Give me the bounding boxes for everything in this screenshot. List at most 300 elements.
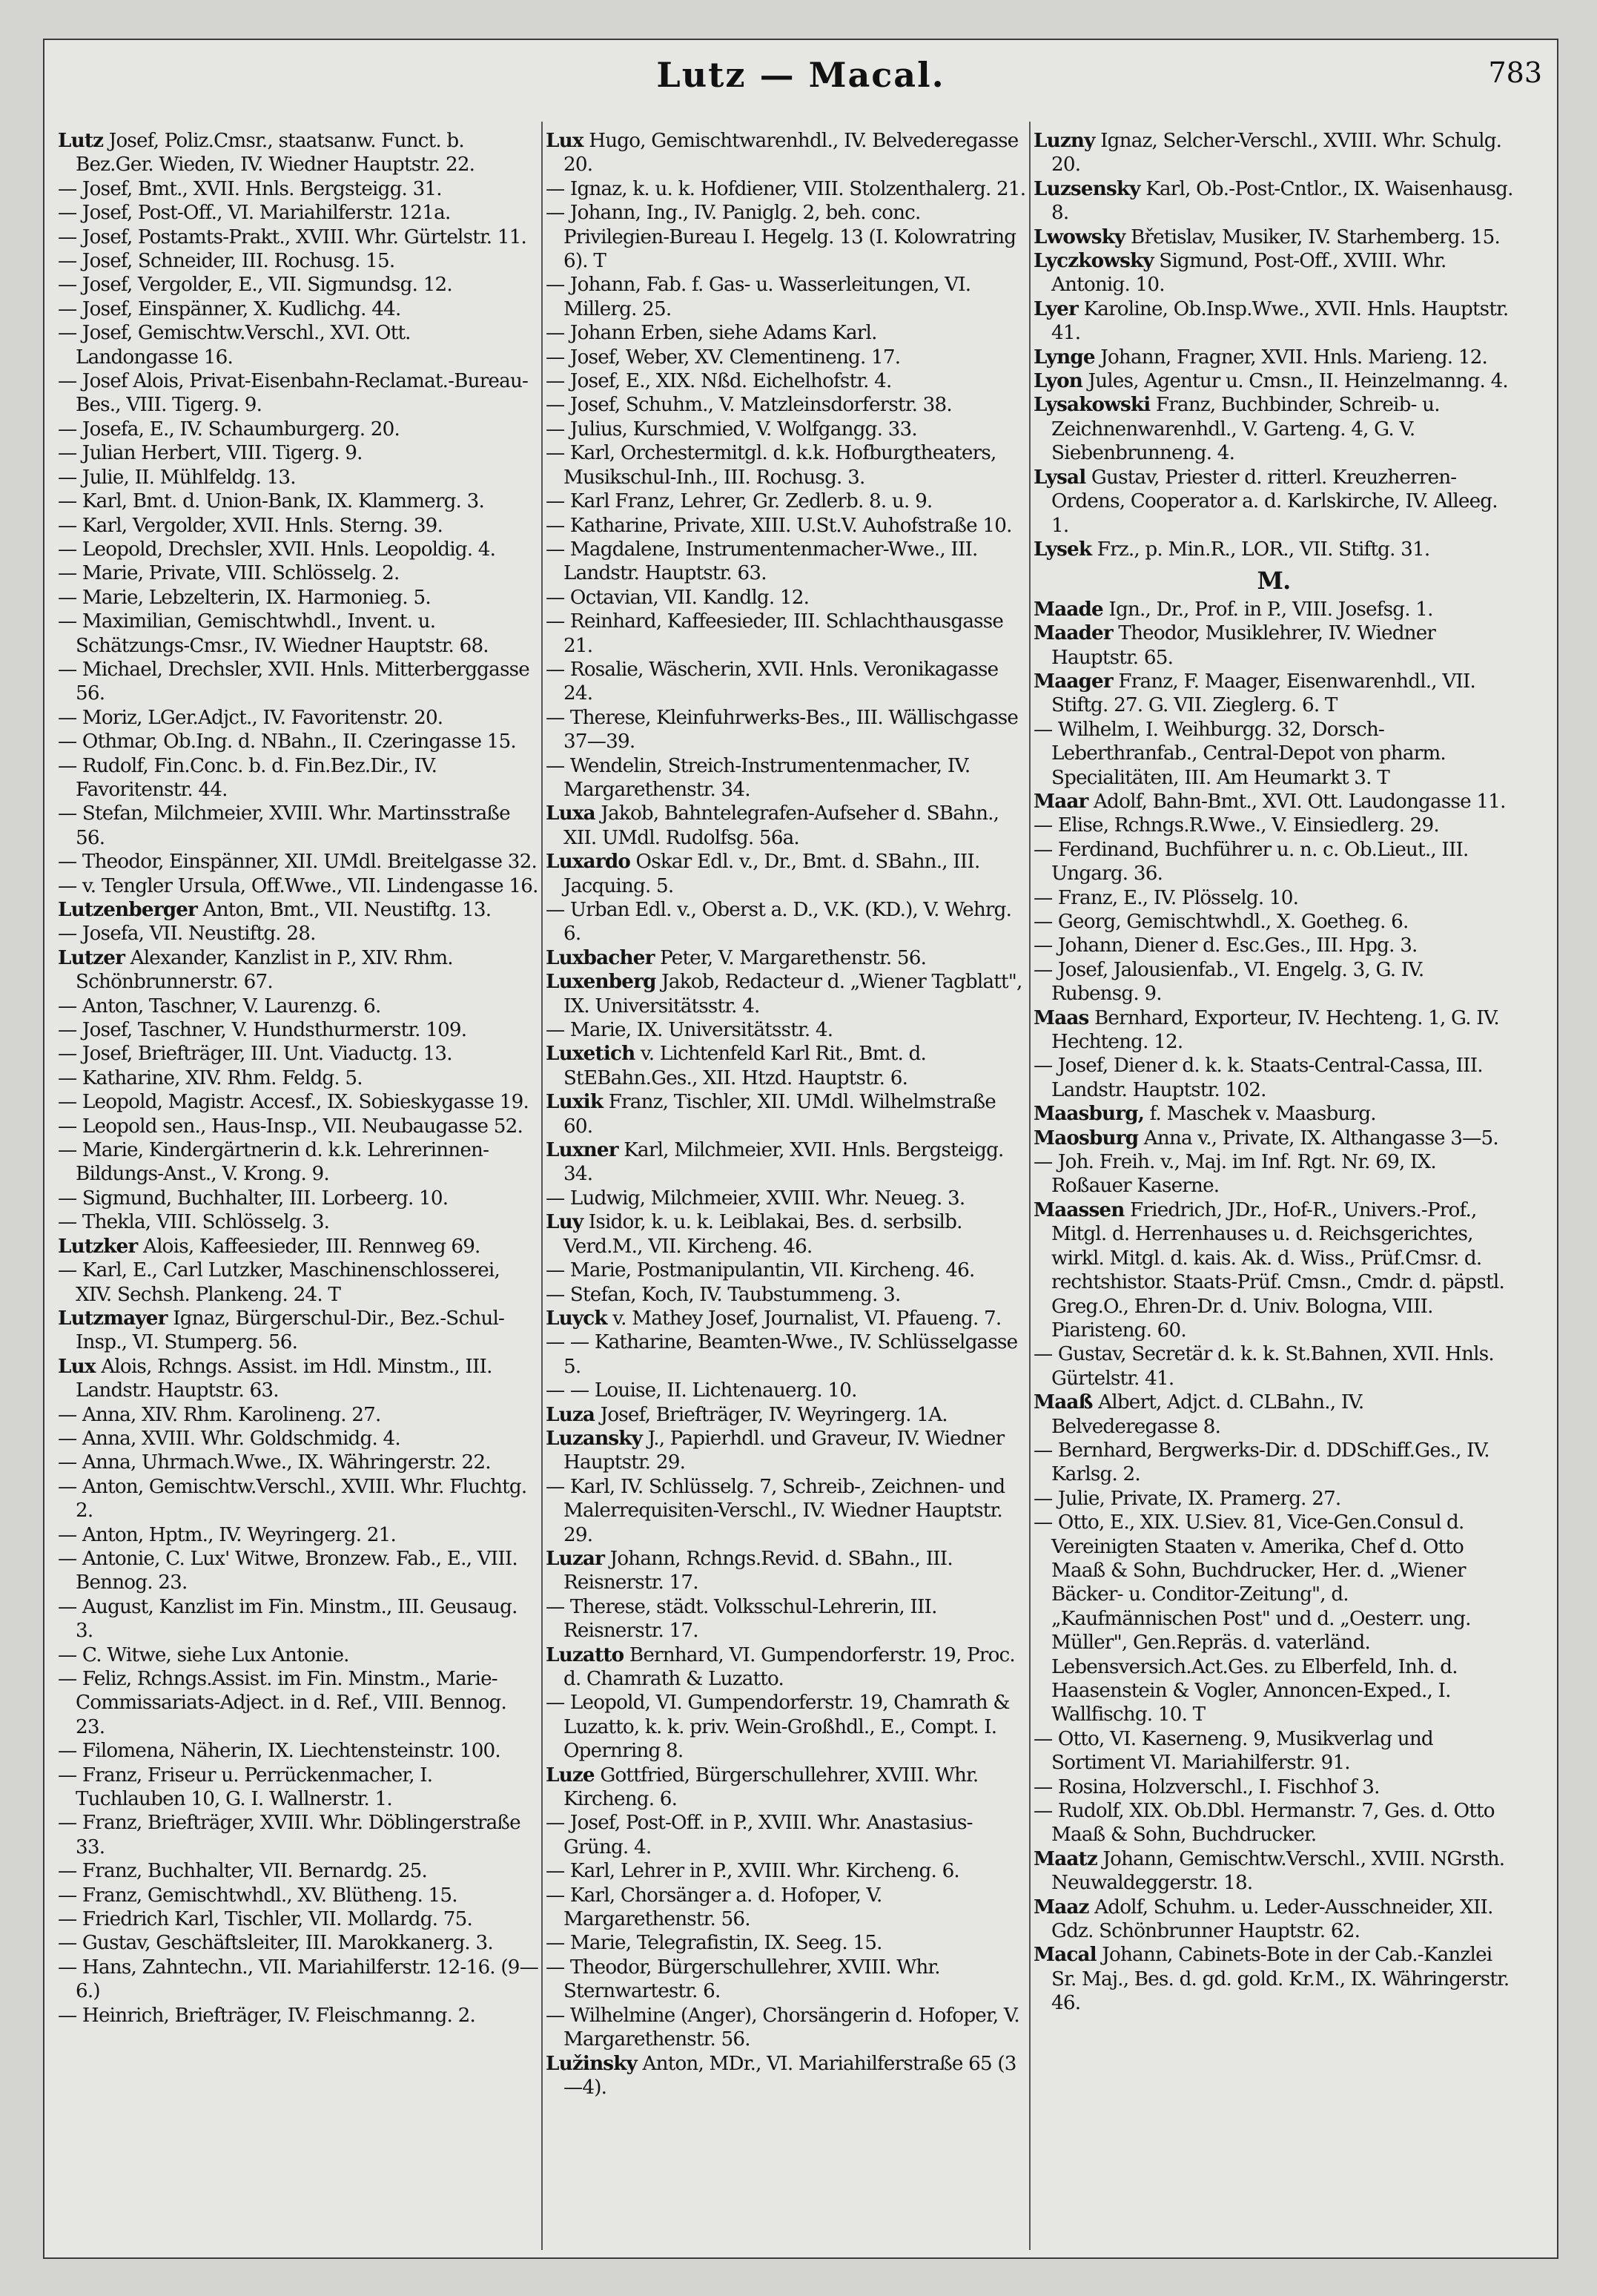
directory-entry xyxy=(58,1595,538,1643)
entry-surname: Maas xyxy=(1034,1006,1089,1029)
directory-entry xyxy=(546,586,1026,610)
entry-text: Josef, Briefträger, IV. Weyringerg. 1A. xyxy=(595,1403,948,1426)
directory-entry xyxy=(1034,129,1514,177)
entry-text: — Gustav, Geschäftsleiter, III. Marokkanerg. 3. xyxy=(58,1932,493,1955)
entry-surname: Lux xyxy=(58,1354,96,1378)
entry-surname: Lwowsky xyxy=(1034,225,1125,248)
entry-text: — Anna, Uhrmach.Wwe., IX. Währingerstr. 22. xyxy=(58,1451,491,1474)
entry-text: — Karl, Bmt. d. Union-Bank, IX. Klammerg. 3. xyxy=(58,490,484,513)
entry-surname: Luzatto xyxy=(546,1643,624,1666)
entry-surname: Lynge xyxy=(1034,345,1095,369)
entry-surname: Maaz xyxy=(1034,1895,1089,1919)
entry-text: — Stefan, Koch, IV. Taubstummeng. 3. xyxy=(546,1283,901,1306)
entry-text: v. Mathey Josef, Journalist, VI. Pfaueng. 7. xyxy=(606,1307,1002,1330)
entry-text: — v. Tengler Ursula, Off.Wwe., VII. Lindengasse 16. xyxy=(58,874,538,897)
entry-text: — Magdalene, Instrumentenmacher-Wwe., III. Landstr. Hauptstr. 63. xyxy=(546,538,978,585)
directory-page xyxy=(43,39,1558,2259)
entry-surname: Lutzer xyxy=(58,946,125,969)
entry-text: v. Lichtenfeld Karl Rit., Bmt. d. StEBahn.Ges., XII. Htzd. Hauptstr. 6. xyxy=(563,1043,926,1089)
entry-text: — Josef, Postamts-Prakt., XVIII. Whr. Gürtelstr. 11. xyxy=(58,225,527,248)
directory-entry xyxy=(546,1956,1026,2004)
entry-text: — Urban Edl. v., Oberst a. D., V.K. (KD.), V. Wehrg. 6. xyxy=(546,899,1012,946)
directory-entry xyxy=(546,1018,1026,1042)
entry-text: Alois, Rchngs. Assist. im Hdl. Minstm., III. Landstr. Hauptstr. 63. xyxy=(76,1355,492,1402)
directory-entry xyxy=(58,561,538,585)
directory-entry xyxy=(546,346,1026,369)
directory-entry xyxy=(1034,1511,1514,1727)
directory-entry xyxy=(546,1595,1026,1643)
directory-entry xyxy=(1034,1054,1514,1102)
directory-entry xyxy=(1034,1126,1514,1150)
directory-entry xyxy=(58,1307,538,1355)
entry-surname: Macal xyxy=(1034,1943,1097,1967)
directory-entry xyxy=(58,1884,538,1907)
directory-entry xyxy=(58,1090,538,1114)
entry-text: — Julie, Private, IX. Pramerg. 27. xyxy=(1034,1487,1341,1510)
directory-entry xyxy=(58,610,538,658)
entry-text: — Josef, Gemischtw.Verschl., XVI. Ott. Landongasse 16. xyxy=(58,322,411,369)
entry-text: — Franz, Friseur u. Perrückenmacher, I. Tuchlauben 10, G. I. Wallnerstr. 1. xyxy=(58,1764,433,1811)
directory-entry xyxy=(1034,1102,1514,1126)
directory-entry xyxy=(58,706,538,730)
entry-surname: Maaß xyxy=(1034,1391,1093,1414)
entry-text: — Franz, Briefträger, XVIII. Whr. Döblingerstraße 33. xyxy=(58,1812,520,1858)
entry-text: — Franz, Gemischtwhdl., XV. Blütheng. 15. xyxy=(58,1884,457,1907)
entry-text: Jules, Agentur u. Cmsn., II. Heinzelmanng. 4. xyxy=(1082,370,1508,393)
entry-text: — Anton, Hptm., IV. Weyringerg. 21. xyxy=(58,1523,397,1546)
directory-entry xyxy=(546,1379,1026,1402)
entry-surname: Luzsensky xyxy=(1034,177,1140,200)
entry-surname: Luze xyxy=(546,1763,595,1787)
entry-surname: Luxardo xyxy=(546,850,631,874)
directory-entry xyxy=(58,1187,538,1210)
directory-entry xyxy=(546,898,1026,946)
entry-text: — Josef, Weber, XV. Clementineng. 17. xyxy=(546,346,901,369)
entry-text: — Johann, Fab. f. Gas- u. Wasserleitungen, VI. Millerg. 25. xyxy=(546,274,971,320)
entry-surname: Maassen xyxy=(1034,1198,1125,1221)
entry-text: — Rudolf, Fin.Conc. b. d. Fin.Bez.Dir., IV. Favoritenstr. 44. xyxy=(58,754,437,801)
entry-text: Theodor, Musiklehrer, IV. Wiedner Hauptstr. 65. xyxy=(1051,622,1436,669)
directory-entry xyxy=(1034,621,1514,670)
entry-text: — Katharine, Private, XIII. U.St.V. Auhofstraße 10. xyxy=(546,514,1012,537)
entry-text: Karl, Milchmeier, XVII. Hnls. Bergsteigg. 34. xyxy=(563,1139,1004,1186)
entry-text: — Katharine, XIV. Rhm. Feldg. 5. xyxy=(58,1066,363,1089)
directory-entry xyxy=(58,1138,538,1187)
directory-entry xyxy=(58,514,538,538)
directory-entry xyxy=(1034,958,1514,1006)
directory-entry xyxy=(1034,369,1514,393)
directory-entry xyxy=(58,489,538,513)
entry-text: — Johann, Ing., IV. Paniglg. 2, beh. conc. Privilegien-Bureau I. Hegelg. 13 (I. Kolowratring 6). T xyxy=(546,202,1016,273)
directory-entry xyxy=(546,369,1026,393)
entry-text: — Wilhelm, I. Weihburgg. 32, Dorsch-Leberthranfab., Central-Depot von pharm. Specialitäten, III. Am Heumarkt 3. T xyxy=(1034,718,1446,789)
entry-text: — Ludwig, Milchmeier, XVIII. Whr. Neueg. 3. xyxy=(546,1187,965,1210)
directory-entry xyxy=(1034,790,1514,814)
entry-text: — Josef, E., XIX. Nßd. Eichelhofstr. 4. xyxy=(546,370,892,393)
entry-surname: Maade xyxy=(1034,597,1103,621)
directory-entry xyxy=(58,1427,538,1451)
entry-text: — Josef, Jalousienfab., VI. Engelg. 3, G. IV. Rubensg. 9. xyxy=(1034,958,1424,1006)
directory-entry xyxy=(58,754,538,802)
entry-text: — Rosalie, Wäscherin, XVII. Hnls. Veronikagasse 24. xyxy=(546,658,999,705)
directory-entry xyxy=(546,1811,1026,1859)
entry-surname: Luyck xyxy=(546,1306,607,1330)
directory-entry xyxy=(58,874,538,898)
directory-entry xyxy=(58,249,538,273)
entry-surname: Lutz xyxy=(58,129,104,152)
entry-text: — Franz, Buchhalter, VII. Bernardg. 25. xyxy=(58,1860,428,1883)
directory-entry xyxy=(546,418,1026,441)
entry-text: — Wilhelmine (Anger), Chorsängerin d. Hofoper, V. Margarethenstr. 56. xyxy=(546,2004,1019,2051)
column-2 xyxy=(546,129,1026,2250)
entry-text: — Josef, Bmt., XVII. Hnls. Bergsteigg. 31. xyxy=(58,177,442,200)
directory-entry xyxy=(1034,910,1514,934)
entry-text: — Marie, Private, VIII. Schlösselg. 2. xyxy=(58,562,400,585)
entry-text: Alexander, Kanzlist in P., XIV. Rhm. Schönbrunnerstr. 67. xyxy=(76,946,453,994)
running-title: Lutz — Macal. xyxy=(656,55,945,95)
entry-surname: Lysakowski xyxy=(1034,393,1151,417)
entry-surname: Maader xyxy=(1034,621,1113,645)
directory-entry xyxy=(58,418,538,441)
entry-text: — Othmar, Ob.Ing. d. NBahn., II. Czeringasse 15. xyxy=(58,730,516,753)
entry-text: — Maximilian, Gemischtwhdl., Invent. u. Schätzungs-Cmsr., IV. Wiedner Hauptstr. 68. xyxy=(58,610,489,657)
directory-entry xyxy=(58,730,538,753)
directory-entry xyxy=(546,489,1026,513)
directory-entry xyxy=(58,441,538,465)
entry-text: — Julius, Kurschmied, V. Wolfgangg. 33. xyxy=(546,418,917,441)
directory-entry xyxy=(58,129,538,177)
entry-surname: Maager xyxy=(1034,669,1113,693)
column-divider xyxy=(541,122,543,2250)
entry-text: — Karl, Orchestermitgl. d. k.k. Hofburgtheaters, Musikschul-Inh., III. Rochusg. 3. xyxy=(546,442,996,489)
entry-text: — Marie, Lebzelterin, IX. Harmonieg. 5. xyxy=(58,586,431,609)
directory-entry xyxy=(1034,1150,1514,1198)
directory-entry xyxy=(58,1066,538,1090)
entry-text: Johann, Cabinets-Bote in der Cab.-Kanzlei Sr. Maj., Bes. d. gd. gold. Kr.M., IX. Währingerstr. 46. xyxy=(1051,1944,1510,2015)
entry-text: — Julian Herbert, VIII. Tigerg. 9. xyxy=(58,442,363,465)
directory-entry xyxy=(1034,598,1514,621)
entry-text: — Stefan, Milchmeier, XVIII. Whr. Martinsstraße 56. xyxy=(58,802,510,849)
entry-text: — Rudolf, XIX. Ob.Dbl. Hermanstr. 7, Ges. d. Otto Maaß & Sohn, Buchdrucker. xyxy=(1034,1800,1495,1847)
directory-entry xyxy=(58,466,538,489)
entry-text: Franz, F. Maager, Eisenwarenhdl., VII. Stiftg. 27. G. VII. Zieglerg. 6. T xyxy=(1051,670,1476,717)
directory-entry xyxy=(1034,1943,1514,2015)
entry-text: — Karl, Chorsänger a. d. Hofoper, V. Margarethenstr. 56. xyxy=(546,1884,882,1931)
entry-text: Johann, Gemischtw.Verschl., XVIII. NGrsth. Neuwaldeggerstr. 18. xyxy=(1051,1847,1505,1895)
entry-text: — Otto, VI. Kaserneng. 9, Musikverlag und Sortiment VI. Mariahilferstr. 91. xyxy=(1034,1727,1433,1775)
directory-entry xyxy=(546,1884,1026,1932)
entry-surname: Maosburg xyxy=(1034,1126,1139,1149)
directory-entry xyxy=(546,393,1026,417)
directory-entry xyxy=(58,321,538,369)
entry-text: — Joh. Freih. v., Maj. im Inf. Rgt. Nr. 69, IX. Roßauer Kaserne. xyxy=(1034,1151,1436,1198)
entry-surname: Luxner xyxy=(546,1138,618,1162)
directory-entry xyxy=(546,850,1026,898)
entry-text: — Sigmund, Buchhalter, III. Lorbeerg. 10. xyxy=(58,1187,449,1210)
directory-entry xyxy=(58,297,538,321)
directory-entry xyxy=(546,1475,1026,1547)
directory-entry xyxy=(546,610,1026,658)
entry-text: Alois, Kaffeesieder, III. Rennweg 69. xyxy=(137,1235,480,1258)
entry-text: — Leopold, VI. Gumpendorferstr. 19, Chamrath & Luzatto, k. k. priv. Wein-Großhdl., E., Compt. I. Opernring 8. xyxy=(546,1692,1010,1763)
directory-entry xyxy=(546,1258,1026,1282)
directory-entry xyxy=(546,970,1026,1018)
directory-entry xyxy=(1034,1896,1514,1944)
entry-text: Sigmund, Post-Off., XVIII. Whr. Antonig. 10. xyxy=(1051,250,1446,297)
directory-entry xyxy=(58,1210,538,1234)
entry-text: Gottfried, Bürgerschullehrer, XVIII. Whr. Kircheng. 6. xyxy=(563,1764,979,1811)
entry-text: — Rosina, Holzverschl., I. Fischhof 3. xyxy=(1034,1775,1380,1798)
entry-text: — Marie, IX. Universitätsstr. 4. xyxy=(546,1019,833,1042)
directory-entry xyxy=(1034,297,1514,346)
entry-text: — Josef Alois, Privat-Eisenbahn-Reclamat.-Bureau-Bes., VIII. Tigerg. 9. xyxy=(58,370,529,417)
entry-text: — Josef, Diener d. k. k. Staats-Central-Cassa, III. Landstr. Hauptstr. 102. xyxy=(1034,1055,1483,1101)
entry-text: J., Papierhdl. und Graveur, IV. Wiedner Hauptstr. 29. xyxy=(563,1427,1005,1474)
directory-entry xyxy=(546,1931,1026,1955)
entry-surname: Luxetich xyxy=(546,1042,635,1066)
directory-entry xyxy=(546,129,1026,177)
entry-text: Oskar Edl. v., Dr., Bmt. d. SBahn., III. Jacquing. 5. xyxy=(563,851,980,897)
directory-entry xyxy=(58,1018,538,1042)
directory-entry xyxy=(1034,1799,1514,1847)
entry-surname: Lužinsky xyxy=(546,2051,638,2075)
directory-entry xyxy=(1034,1487,1514,1511)
entry-text: — Antonie, C. Lux' Witwe, Bronzew. Fab., E., VIII. Bennog. 23. xyxy=(58,1547,518,1594)
entry-text: — Ignaz, k. u. k. Hofdiener, VIII. Stolzenthalerg. 21. xyxy=(546,177,1026,200)
directory-entry xyxy=(58,225,538,249)
directory-entry xyxy=(546,1210,1026,1258)
entry-surname: Luxenberg xyxy=(546,970,656,994)
entry-text: — Gustav, Secretär d. k. k. St.Bahnen, XVII. Hnls. Gürtelstr. 41. xyxy=(1034,1343,1494,1390)
entry-text: — Anna, XIV. Rhm. Karolineng. 27. xyxy=(58,1403,381,1426)
entry-surname: Luzny xyxy=(1034,129,1095,152)
entry-text: Franz, Buchbinder, Schreib- u. Zeichnenwarenhdl., V. Garteng. 4, G. V. Siebenbrunneng. 4. xyxy=(1051,394,1440,465)
directory-entry xyxy=(546,201,1026,273)
entry-text: Franz, Tischler, XII. UMdl. Wilhelmstraße 60. xyxy=(563,1091,996,1138)
entry-text: — Bernhard, Bergwerks-Dir. d. DDSchiff.Ges., IV. Karlsg. 2. xyxy=(1034,1439,1489,1486)
entry-text: Johann, Rchngs.Revid. d. SBahn., III. Reisnerstr. 17. xyxy=(563,1547,953,1594)
entry-text: — Therese, Kleinfuhrwerks-Bes., III. Wällischgasse 37—39. xyxy=(546,706,1019,753)
entry-text: — Moriz, LGer.Adjct., IV. Favoritenstr. 20. xyxy=(58,706,443,729)
entry-text: — Feliz, Rchngs.Assist. im Fin. Minstm., Marie-Commissariats-Adject. in d. Ref., VIII. Bennog. 23. xyxy=(58,1668,507,1738)
entry-surname: Maatz xyxy=(1034,1847,1097,1870)
entry-text: — C. Witwe, siehe Lux Antonie. xyxy=(58,1643,349,1666)
entry-text: — Marie, Kindergärtnerin d. k.k. Lehrerinnen-Bildungs-Anst., V. Krong. 9. xyxy=(58,1139,489,1186)
entry-text: Peter, V. Margarethenstr. 56. xyxy=(654,946,927,969)
directory-entry xyxy=(546,658,1026,706)
entry-text: Karoline, Ob.Insp.Wwe., XVII. Hnls. Hauptstr. 41. xyxy=(1051,297,1509,345)
directory-entry xyxy=(58,369,538,418)
directory-entry xyxy=(58,538,538,561)
directory-entry xyxy=(58,1739,538,1763)
directory-entry xyxy=(58,1643,538,1667)
entry-text: Ignaz, Bürgerschul-Dir., Bez.-Schul-Insp., VI. Stumperg. 56. xyxy=(76,1307,505,1354)
directory-entry xyxy=(546,2052,1026,2100)
directory-entry xyxy=(546,946,1026,970)
entry-text: — Filomena, Näherin, IX. Liechtensteinstr. 100. xyxy=(58,1740,500,1763)
directory-entry xyxy=(546,1859,1026,1883)
entry-text: Adolf, Bahn-Bmt., XVI. Ott. Laudongasse 11. xyxy=(1088,790,1506,813)
directory-entry xyxy=(546,1090,1026,1138)
directory-entry xyxy=(58,1811,538,1859)
entry-text: — Julie, II. Mühlfeldg. 13. xyxy=(58,466,296,489)
directory-entry xyxy=(58,177,538,201)
directory-entry xyxy=(58,1475,538,1523)
entry-text: Johann, Fragner, XVII. Hnls. Marieng. 12. xyxy=(1094,346,1488,369)
directory-entry xyxy=(546,754,1026,802)
page-header xyxy=(44,55,1557,107)
entry-text: — August, Kanzlist im Fin. Minstm., III. Geusaug. 3. xyxy=(58,1595,518,1643)
entry-text: Albert, Adjct. d. CLBahn., IV. Belvederegasse 8. xyxy=(1051,1391,1364,1438)
entry-surname: Lyer xyxy=(1034,297,1078,320)
entry-text: — Otto, E., XIX. U.Siev. 81, Vice-Gen.Consul d. Vereinigten Staaten v. Amerika, Chef d. Otto Maaß & Sohn, Buchdrucker, Her. d. „Wiener Bäcker- u. Conditor-Zeitung", d. „Kaufmännischen Post" und d. „Oesterr. ung. Müller", Gen.Repräs. d. vaterländ. Lebensversich.Act.Ges. zu Elberfeld, Inh. d. Haasenstein & Vogler, Annoncen-Exped., I. Wallfischg. 10. T xyxy=(1034,1511,1471,1726)
entry-text: — Karl, E., Carl Lutzker, Maschinenschlosserei, XIV. Sechsh. Plankeng. 24. T xyxy=(58,1259,500,1306)
entry-surname: Luzar xyxy=(546,1546,605,1570)
entry-text: — Josef, Post-Off., VI. Mariahilferstr. 121a. xyxy=(58,202,451,225)
directory-entry xyxy=(1034,934,1514,957)
directory-entry xyxy=(58,1956,538,2004)
entry-surname: Lysal xyxy=(1034,465,1086,489)
directory-entry xyxy=(1034,1727,1514,1775)
entry-text: Friedrich, JDr., Hof-R., Univers.-Prof., Mitgl. d. Herrenhauses u. d. Reichsgerichtes, wirkl. Mitgl. d. kais. Ak. d. Wiss., Prüf.Cmsr. d. rechtshistor. Staats-Prüf. Cmsn., Cmdr. d. päpstl. Greg.O., Ehren-Dr. d. Univ. Bologna, VIII. Piaristeng. 60. xyxy=(1051,1198,1504,1342)
entry-surname: Maar xyxy=(1034,789,1088,813)
directory-entry xyxy=(546,177,1026,201)
entry-text: Josef, Poliz.Cmsr., staatsanw. Funct. b. Bez.Ger. Wieden, IV. Wiedner Hauptstr. 22. xyxy=(76,130,475,177)
entry-text: — Friedrich Karl, Tischler, VII. Mollardg. 75. xyxy=(58,1908,473,1931)
directory-entry xyxy=(546,321,1026,345)
directory-entry xyxy=(546,1187,1026,1210)
entry-text: — Johann, Diener d. Esc.Ges., III. Hpg. 3. xyxy=(1034,934,1418,957)
entry-text: — Karl, Lehrer in P., XVIII. Whr. Kircheng. 6. xyxy=(546,1860,959,1883)
entry-text: f. Maschek v. Maasburg. xyxy=(1144,1103,1376,1126)
entry-text: Anton, Bmt., VII. Neustiftg. 13. xyxy=(197,899,492,921)
entry-surname: Luzansky xyxy=(546,1426,643,1450)
entry-text: — Anna, XVIII. Whr. Goldschmidg. 4. xyxy=(58,1427,400,1450)
directory-entry xyxy=(58,1258,538,1307)
directory-entry xyxy=(1034,886,1514,910)
entry-surname: Luxbacher xyxy=(546,946,655,969)
directory-entry xyxy=(546,273,1026,321)
directory-entry xyxy=(58,946,538,994)
directory-entry xyxy=(546,1042,1026,1090)
directory-entry xyxy=(58,1042,538,1066)
entry-text: — Leopold sen., Haus-Insp., VII. Neubaugasse 52. xyxy=(58,1115,523,1138)
entry-text: — Heinrich, Briefträger, IV. Fleischmanng. 2. xyxy=(58,2004,475,2027)
entry-surname: Lutzmayer xyxy=(58,1306,168,1330)
entry-text: — Therese, städt. Volksschul-Lehrerin, III. Reisnerstr. 17. xyxy=(546,1595,937,1643)
directory-entry xyxy=(1034,1847,1514,1896)
entry-text: Gustav, Priester d. ritterl. Kreuzherren-Ordens, Cooperator a. d. Karlskirche, IV. Alleeg. 1. xyxy=(1051,466,1498,537)
entry-text: Bernhard, VI. Gumpendorferstr. 19, Proc. d. Chamrath & Luzatto. xyxy=(563,1643,1015,1690)
entry-text: — Anton, Gemischtw.Verschl., XVIII. Whr. Fluchtg. 2. xyxy=(58,1475,527,1523)
entry-surname: Lutzker xyxy=(58,1234,138,1258)
entry-text: — Michael, Drechsler, XVII. Hnls. Mitterberggasse 56. xyxy=(58,658,529,705)
directory-entry xyxy=(1034,1342,1514,1391)
entry-surname: Luxa xyxy=(546,802,595,825)
entry-text: Adolf, Schuhm. u. Leder-Ausschneider, XII. Gdz. Schönbrunner Hauptstr. 62. xyxy=(1051,1896,1493,1943)
page-number: 783 xyxy=(1488,56,1542,89)
entry-surname: Lyon xyxy=(1034,369,1083,393)
directory-entry xyxy=(58,1403,538,1427)
entry-text: — — Katharine, Beamten-Wwe., IV. Schlüsselgasse 5. xyxy=(546,1331,1018,1378)
directory-entry xyxy=(546,1643,1026,1692)
entry-text: — Theodor, Bürgerschullehrer, XVIII. Whr. Sternwartestr. 6. xyxy=(546,1956,940,2003)
directory-entry xyxy=(1034,393,1514,465)
directory-entry xyxy=(58,658,538,706)
entry-text: — Thekla, VIII. Schlösselg. 3. xyxy=(58,1211,330,1234)
entry-text: — Anton, Taschner, V. Laurenzg. 6. xyxy=(58,994,381,1017)
directory-entry xyxy=(58,201,538,225)
directory-entry xyxy=(1034,814,1514,837)
entry-text: — Wendelin, Streich-Instrumentenmacher, IV. Margarethenstr. 34. xyxy=(546,754,971,801)
entry-text: — Ferdinand, Buchführer u. n. c. Ob.Lieut., III. Ungarg. 36. xyxy=(1034,838,1469,885)
directory-entry xyxy=(58,586,538,610)
directory-entry xyxy=(1034,1198,1514,1342)
directory-entry xyxy=(58,1235,538,1258)
directory-entry xyxy=(546,1547,1026,1595)
directory-entry xyxy=(1034,838,1514,886)
entry-surname: Lyczkowsky xyxy=(1034,249,1154,273)
directory-entry xyxy=(58,994,538,1018)
directory-entry xyxy=(546,1427,1026,1475)
directory-entry xyxy=(1034,670,1514,718)
entry-text: — Leopold, Drechsler, XVII. Hnls. Leopoldig. 4. xyxy=(58,538,496,561)
directory-entry xyxy=(58,2004,538,2028)
directory-entry xyxy=(58,1764,538,1812)
column-divider xyxy=(1029,122,1031,2250)
entry-text: Anna v., Private, IX. Althangasse 3—5. xyxy=(1138,1126,1498,1149)
directory-entry xyxy=(58,898,538,922)
directory-entry xyxy=(1034,1006,1514,1055)
section-letter: M. xyxy=(1257,567,1291,596)
entry-text: — Josef, Einspänner, X. Kudlichg. 44. xyxy=(58,297,401,320)
entry-text: Hugo, Gemischtwarenhdl., IV. Belvederegasse 20. xyxy=(563,130,1019,177)
column-1 xyxy=(58,129,538,2250)
directory-entry xyxy=(58,1859,538,1883)
directory-entry xyxy=(58,1355,538,1403)
entry-text: Isidor, k. u. k. Leiblakai, Bes. d. serbsilb. Verd.M., VII. Kircheng. 46. xyxy=(563,1211,962,1258)
entry-text: — Marie, Postmanipulantin, VII. Kircheng. 46. xyxy=(546,1259,975,1282)
entry-text: — Josef, Post-Off. in P., XVIII. Whr. Anastasius-Grüng. 4. xyxy=(546,1812,973,1858)
entry-text: Anton, MDr., VI. Mariahilferstraße 65 (3—4). xyxy=(563,2052,1016,2099)
entry-text: — Josefa, VII. Neustiftg. 28. xyxy=(58,923,316,946)
entry-text: — Octavian, VII. Kandlg. 12. xyxy=(546,586,810,609)
column-3 xyxy=(1034,129,1514,2250)
entry-text: — Theodor, Einspänner, XII. UMdl. Breitelgasse 32. xyxy=(58,851,538,874)
directory-entry xyxy=(1034,1391,1514,1439)
directory-entry xyxy=(58,1451,538,1474)
directory-entry xyxy=(58,922,538,946)
directory-entry xyxy=(1034,718,1514,790)
directory-entry xyxy=(1034,346,1514,369)
entry-text: Frz., p. Min.R., LOR., VII. Stiftg. 31. xyxy=(1091,538,1430,561)
directory-entry xyxy=(58,1667,538,1739)
entry-text: Karl, Ob.-Post-Cntlor., IX. Waisenhausg. 8. xyxy=(1051,177,1513,225)
entry-text: — Karl, IV. Schlüsselg. 7, Schreib-, Zeichnen- und Malerrequisiten-Verschl., IV. Wiedner Hauptstr. 29. xyxy=(546,1475,1005,1546)
entry-surname: Lysek xyxy=(1034,537,1092,561)
entry-text: — Josef, Taschner, V. Hundsthurmerstr. 109. xyxy=(58,1019,467,1042)
entry-text: — Karl Franz, Lehrer, Gr. Zedlerb. 8. u. 9. xyxy=(546,490,933,513)
directory-entry xyxy=(1034,1775,1514,1799)
entry-text: Ign., Dr., Prof. in P., VIII. Josefsg. 1. xyxy=(1102,598,1433,621)
entry-text: — — Louise, II. Lichtenauerg. 10. xyxy=(546,1379,857,1402)
entry-surname: Luxik xyxy=(546,1090,604,1114)
directory-entry xyxy=(1034,1439,1514,1487)
entry-surname: Lux xyxy=(546,129,583,152)
entry-text: — Marie, Telegrafistin, IX. Seeg. 15. xyxy=(546,1932,882,1955)
directory-entry xyxy=(546,1403,1026,1427)
directory-entry xyxy=(546,514,1026,538)
